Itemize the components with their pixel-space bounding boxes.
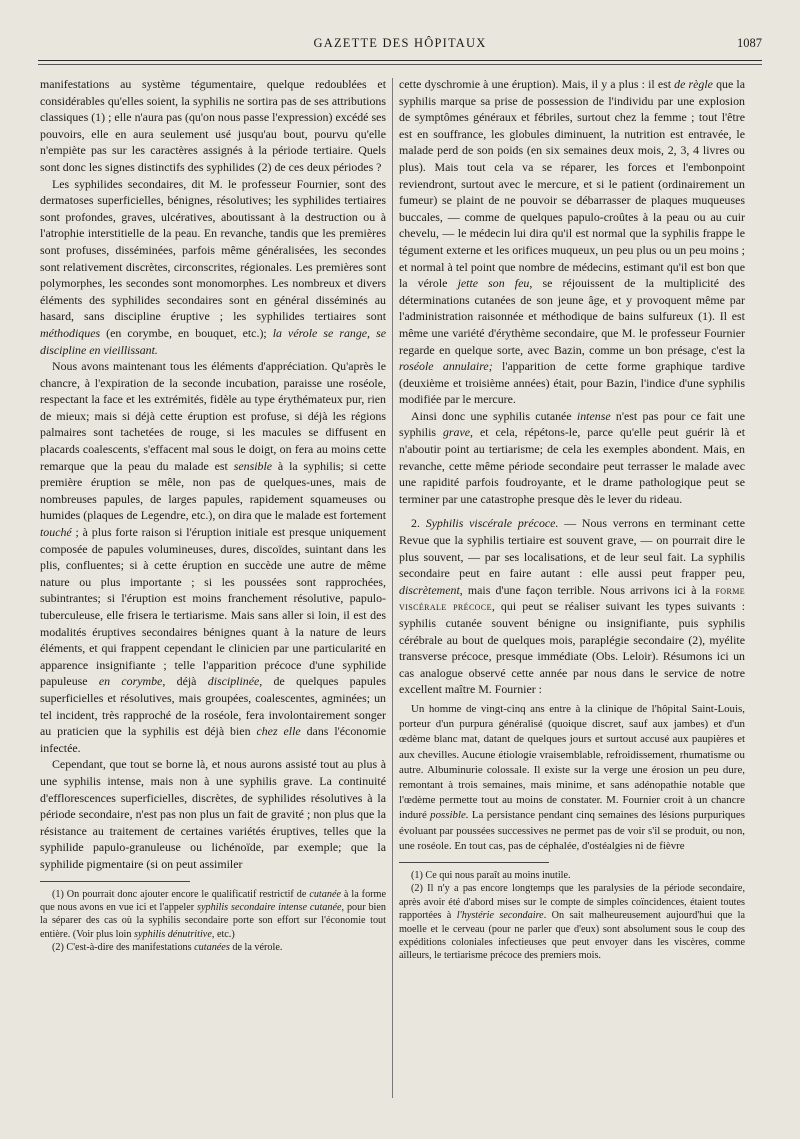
- running-header: [38, 36, 762, 54]
- footnote-2: (2) C'est-à-dire des manifestations cutanées de la vérole.: [52, 942, 283, 954]
- paragraph: Nous avons maintenant tous les éléments d'appréciation. Qu'après le chancre, à l'expiration de la seconde incubation, paraisse une roséole, respectant la face et les extrémités, fidèle au type érythémateux pur, rien de mieux; mais si déjà cette éruption est profuse, si déjà les régions palmaires sont tachetées de rouge, si les macules se diffusent en placards coalescents, s'effacent mal sous le doigt, on fera au moins cette remarque que la peau du malade est sensible à la syphilis; si cette première éruption se mêle, non pas de quelques-unes, mais de nombreuses papules, de larges papules, rapidement squameuses ou humides (plaques de Legendre, etc.), on dira que le malade est fortement touché ; à plus forte raison si l'éruption initiale est presque uniquement composée de papules volumineuses, dures, discoïdes, suintant dans les plis, confluentes; si à cette éruption en succède une autre de même nature ou plus importante ; si les poussées sont rapprochées, subintrantes; si l'éruption est moins franchement résolutive, papulo-tuberculeuse, elle frisera le tertiarisme. Mais sans aller si loin, il est des modalités éruptives secondaires bénignes quant à la nature de leurs éléments, et qui frappent cependant le clinicien par une particularité en apparence insignifiante ; telle l'apparition précoce d'une syphilide papuleuse en corymbe, déjà disciplinée, de quelques papules superficielles et résolutives, mais groupées, coalescentes, agminées; un tel incident, très rapproché de la roséole, fera involontairement songer au praticien que la syphilis est déjà bien chez elle dans l'économie infectée.: [40, 359, 387, 755]
- journal-title: GAZETTE DES HÔPITAUX: [313, 36, 487, 50]
- paragraph: manifestations au système tégumentaire, quelque redoublées et considérables qu'elles soient, la syphilis ne sortira pas de ses attributions classiques (1) ; elle n'aura pas (qu'on nous passe l'expression) excédé ses pouvoirs, elle en aura seulement usé jusqu'au bout, pourvu qu'elle n'empiète pas sur les caractères assignés à la période tertiaire. Quels sont donc les signes distinctifs des syphilides (2) de ces deux périodes ?: [40, 77, 386, 174]
- footnotes: [40, 888, 386, 955]
- section-heading: Syphilis viscérale précoce.: [425, 516, 559, 531]
- paragraph: Les syphilides secondaires, dit M. le professeur Fournier, sont des dermatoses superficielles, bénignes, résolutives; les syphilides tertiaires sont profondes, graves, ulcératives, aboutissant à la destruction ou à l'atrophie interstitielle de la peau. En revanche, tandis que les premières sont profuses, disséminées, parfois même généralisées, les secondes sont relativement discrètes, circonscrites, régionales. Les premières sont polymorphes, les secondes sont monomorphes. Les nombreux et divers éléments des syphilides secondaires sont en général disséminés au hasard, sans discipline éruptive ; les syphilides tertiaires sont méthodiques (en corymbe, en bouquet, etc.); la vérole se range, se discipline en vieillissant.: [40, 176, 386, 357]
- footnotes: [399, 869, 745, 963]
- footnote-rule: [399, 862, 549, 863]
- footnote-1: (1) Ce qui nous paraît au moins inutile.: [411, 870, 571, 881]
- footnote-2: (2) Il n'y a pas encore longtemps que les paralysies de la période secondaire, après avoir été d'abord mises sur le compte de simples coïncidences, étaient toutes rapportées à l'hystérie secondaire. On sait malheureusement aujourd'hui que la moelle et le cerveau (pour ne parler que d'eux) sont absolument sous le coup des expéditions coloniales infectieuses que peut envoyer dans les viscères, comme ailleurs, le tertiarisme précoce des premiers mois.: [399, 883, 745, 962]
- column-divider: [392, 78, 393, 1098]
- footnote-1: (1) On pourrait donc ajouter encore le qualificatif restrictif de cutanée à la forme que nous avons en vue ici et l'appeler syphilis secondaire intense cutanée, pour bien la séparer des cas où la syphilis secondaire porte son effort sur l'économie tout entière. (Voir plus loin syphilis dénutritive, etc.): [40, 888, 387, 940]
- paragraph: Cependant, que tout se borne là, et nous aurons assisté tout au plus à une syphilis intense, mais non à une syphilis grave. La continuité d'efflorescences superficielles, discrètes, de syphilides résolutives à la période secondaire, n'est pas non plus un fait de gravité ; non plus que la résistance au traitement de certaines variétés éruptives, telles que la syphilide papulo-granuleuse ou lichénoïde, par exemple; que la syphilide pigmentaire (si on peut assimiler: [40, 757, 386, 871]
- page-number: 1087: [737, 36, 762, 50]
- header-rule-thin: [38, 64, 762, 65]
- header-rule: [38, 60, 762, 61]
- section-paragraph: 2. Syphilis viscérale précoce. — Nous verrons en terminant cette Revue que la syphilis tertiaire est souvent grave, — on pourrait dire le plus souvent, — par ses localisations, et de leur seul fait. La syphilis secondaire peut en faire autant : elle aussi peut frapper peu, discrètement, mais d'une façon terrible. Nous arrivons ici à la forme viscérale précoce, qui peut se réaliser suivant les types suivants : syphilis cutanée souvent bénigne ou insignifiante, puis syphilis cérébrale au bout de quelques mois, paraplégie secondaire (2), myélite transverse précoce, presque immédiate (Obs. Leloir). Résumons ici un cas analogue observé cette année par nous dans le service de notre excellent maître M. Fournier :: [399, 516, 745, 697]
- right-column: [399, 76, 745, 963]
- case-paragraph: Un homme de vingt-cinq ans entre à la clinique de l'hôpital Saint-Louis, porteur d'un purpura généralisé (quoique discret, sauf aux jambes) et d'un œdème blanc mat, datant de quelques jours et surtout accusé aux paupières et aux chevilles. Aucune étiologie vraisemblable, refroidissement, rhumatisme ou autre. Albuminurie colossale. Il existe sur la verge une érosion un peu dure, remontant à trois semaines, mais minime, et sans adénopathie notable que l'œdème permette tout au moins de constater. M. Fournier croit à un chancre induré possible. La persistance pendant cinq semaines des lésions purpuriques évoluant par poussées successives ne permet pas de voir s'il se produit, ou non, une roséole. En tout cas, pas de céphalée, d'ostéalgies ni de fièvre: [399, 702, 745, 852]
- paragraph: Ainsi donc une syphilis cutanée intense n'est pas pour ce fait une syphilis grave, et cela, répétons-le, parce qu'elle peut guérir là et n'aboutir point au tertiarisme; de cela les exemples abondent. Mais, en revanche, cette même période secondaire peut terrasser le malade avec une rapidité parfois foudroyante, et le drame pathologique peut se terminer par une catastrophe presque dès le lever du rideau.: [399, 408, 745, 506]
- left-column: [40, 76, 386, 955]
- footnote-rule: [40, 881, 190, 882]
- paragraph: cette dyschromie à une éruption). Mais, il y a plus : il est de règle que la syphilis marque sa prise de possession de l'individu par une explosion de symptômes généraux et fébriles, surtout chez la femme ; tout l'être est en souffrance, les globules diminuent, la nutrition est entravée, le malade perd de son poids (en six semaines deux mois, 2, 3, 4 livres ou plus). Mais tout cela va se réparer, les forces et l'embonpoint reviendront, surtout avec le mercure, et si le patient (ordinairement un fumeur) se plaint de ne pouvoir se débarrasser de plaques muqueuses buccales, — comme de quelques papulo-croûtes à la peau ou au cuir chevelu, — le médecin lui dira qu'il est normal que la syphilis frappe le tégument externe et les orifices muqueux, un peu plus ou un peu moins ; et normal à tel point que nombre de médecins, estimant qu'il est bon que la vérole jette son feu, se réjouissent de la multiplicité des déterminations cutanées de son jeune âge, et y provoquent même par l'administration raisonnée et méthodique de bains sulfureux (1). Il est même une variété d'érythème secondaire, que M. le professeur Fournier regarde en quelque sorte, avec Bazin, comme un bon présage, c'est la roséole annulaire; l'apparition de cette forme graphique tardive (deuxième et troisième années) était, pour Bazin, l'indice d'une syphilis modifiée par le mercure.: [399, 77, 745, 407]
- case-report: [399, 702, 745, 854]
